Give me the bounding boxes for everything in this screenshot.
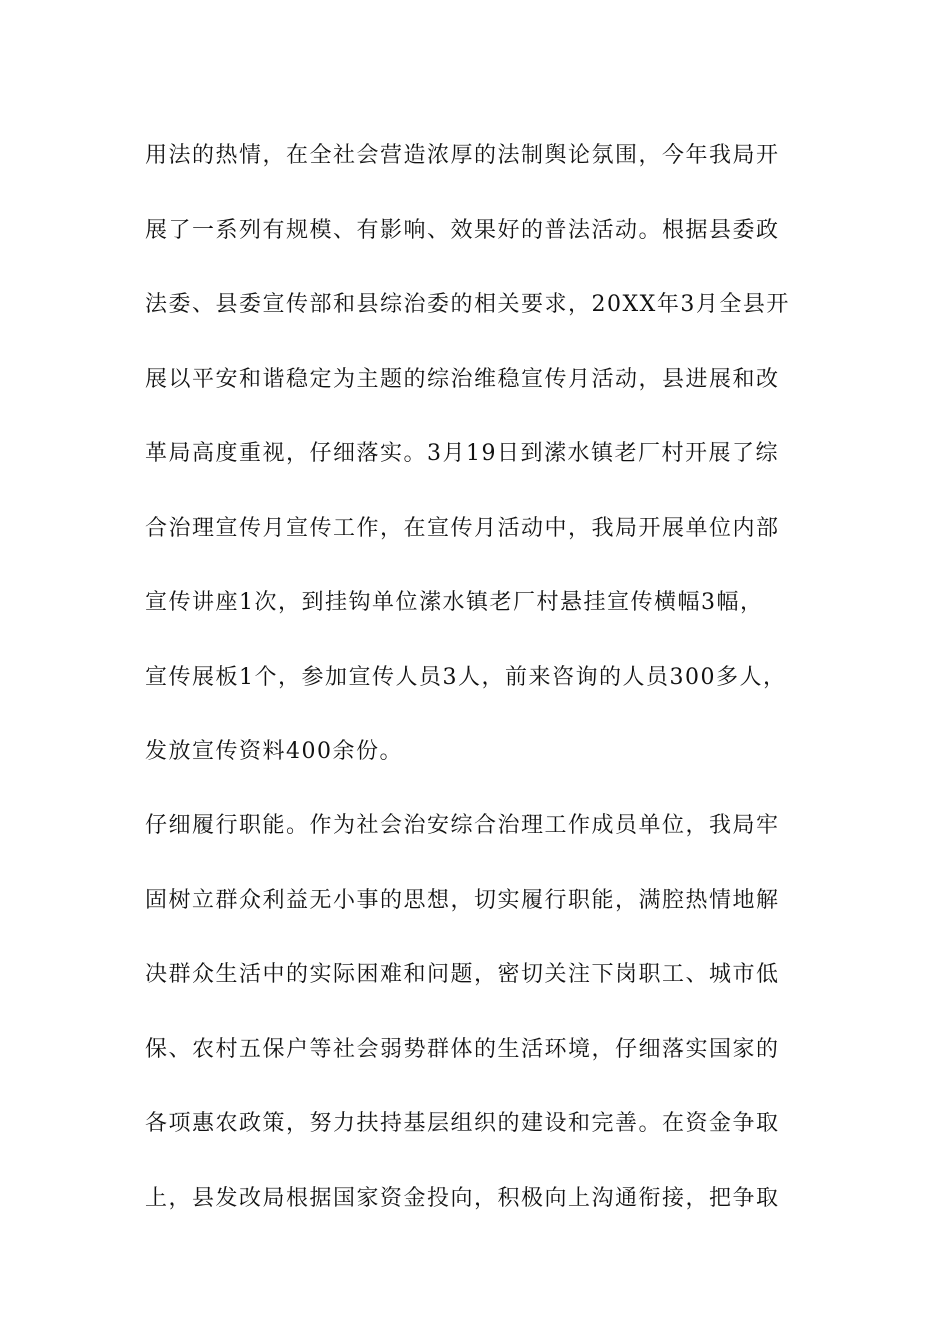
paragraph-line: 上，县发改局根据国家资金投向，积极向上沟通衔接，把争取 bbox=[145, 1185, 780, 1211]
paragraph-line: 决群众生活中的实际困难和问题，密切关注下岗职工、城市低 bbox=[145, 962, 780, 987]
paragraph-line: 革局高度重视，仔细落实。3月19日到潆水镇老厂村开展了综 bbox=[145, 441, 779, 466]
paragraph-2 bbox=[145, 806, 835, 1253]
paragraph-line: 保、农村五保户等社会弱势群体的生活环境，仔细落实国家的 bbox=[145, 1036, 780, 1062]
paragraph-line: 合治理宣传月宣传工作，在宣传月活动中，我局开展单位内部 bbox=[145, 515, 780, 541]
paragraph-line: 仔细履行职能。作为社会治安综合治理工作成员单位，我局牢 bbox=[145, 813, 780, 838]
paragraph-line: 用法的热情，在全社会营造浓厚的法制舆论氛围，今年我局开 bbox=[145, 143, 780, 168]
paragraph-line: 宣传讲座1次，到挂钩单位潆水镇老厂村悬挂宣传横幅3幅， bbox=[145, 590, 764, 615]
paragraph-line: 固树立群众利益无小事的思想，切实履行职能，满腔热情地解 bbox=[145, 887, 780, 913]
paragraph-line: 展以平安和谐稳定为主题的综治维稳宣传月活动，县进展和改 bbox=[145, 366, 780, 392]
paragraph-line: 各项惠农政策，努力扶持基层组织的建设和完善。在资金争取 bbox=[145, 1111, 780, 1136]
paragraph-1 bbox=[145, 136, 835, 807]
paragraph-line: 宣传展板1个，参加宣传人员3人，前来咨询的人员300多人， bbox=[145, 664, 787, 690]
paragraph-line: 展了一系列有规模、有影响、效果好的普法活动。根据县委政 bbox=[145, 217, 780, 243]
paragraph-line: 法委、县委宣传部和县综治委的相关要求，20XX年3月全县开 bbox=[145, 292, 790, 317]
paragraph-line: 发放宣传资料400余份。 bbox=[145, 739, 403, 764]
